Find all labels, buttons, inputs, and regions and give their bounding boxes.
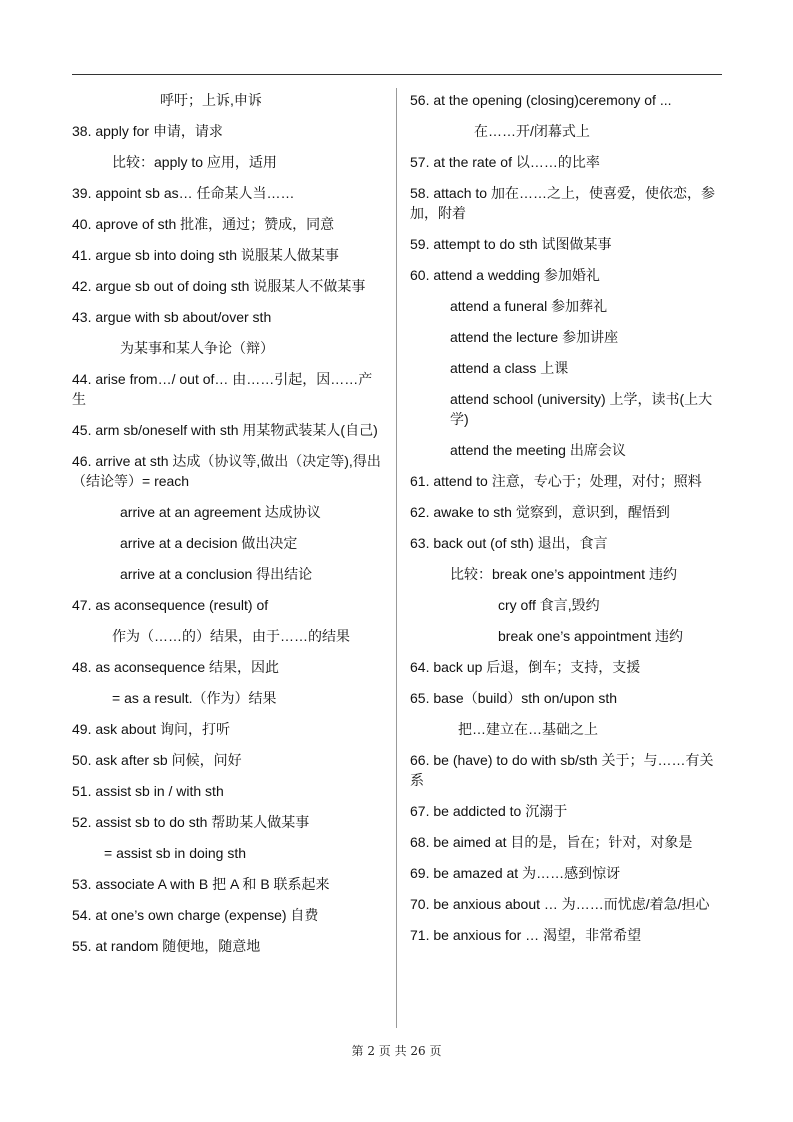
right-column: [410, 90, 722, 956]
vocab-entry: 41. argue sb into doing sth 说服某人做某事: [72, 247, 339, 263]
vocab-entry: 66. be (have) to do with sb/sth 关于；与……有关系: [410, 752, 714, 788]
vocab-entry: 40. aprove of sth 批准，通过；赞成，同意: [72, 216, 335, 232]
vocab-entry: 70. be anxious about … 为……而忧虑/着急/担心: [410, 896, 710, 912]
vocab-entry: 68. be aimed at 目的是，旨在；针对，对象是: [410, 834, 693, 850]
vocab-entry: 67. be addicted to 沉溺于: [410, 803, 568, 819]
vocab-entry: 64. back up 后退，倒车；支持，支援: [410, 659, 641, 675]
vocab-entry: 47. as aconsequence (result) of: [72, 597, 269, 613]
vocab-entry: 53. associate A with B 把 A 和 B 联系起来: [72, 876, 330, 892]
vocab-entry: 38. apply for 申请，请求: [72, 123, 223, 139]
vocab-entry: 69. be amazed at 为……感到惊讶: [410, 865, 621, 881]
vocab-entry: 39. appoint sb as… 任命某人当……: [72, 185, 295, 201]
vocab-entry: 62. awake to sth 觉察到，意识到，醒悟到: [410, 504, 670, 520]
vocab-entry: attend the meeting 出席会议: [450, 442, 626, 458]
vocab-entry: 71. be anxious for … 渴望，非常希望: [410, 927, 642, 943]
vocab-entry: 52. assist sb to do sth 帮助某人做某事: [72, 814, 310, 830]
vocab-entry: 51. assist sb in / with sth: [72, 783, 224, 799]
vocab-entry: 42. argue sb out of doing sth 说服某人不做某事: [72, 278, 366, 294]
vocab-entry: 为某事和某人争论（辩）: [120, 340, 274, 356]
vocab-entry: = assist sb in doing sth: [104, 845, 247, 861]
vocab-entry: 45. arm sb/oneself with sth 用某物武装某人(自己): [72, 422, 378, 438]
vocab-entry: attend a funeral 参加葬礼: [450, 298, 608, 314]
vocab-entry: arrive at a decision 做出决定: [120, 535, 298, 551]
vocab-entry: attend the lecture 参加讲座: [450, 329, 619, 345]
vocab-entry: 50. ask after sb 问候，问好: [72, 752, 242, 768]
vocab-entry: break one’s appointment 违约: [498, 628, 683, 644]
header-rule: [72, 74, 722, 75]
vocab-entry: 作为（……的）结果，由于……的结果: [112, 628, 350, 644]
vocab-entry: 48. as aconsequence 结果，因此: [72, 659, 279, 675]
vocab-entry: 把…建立在…基础之上: [458, 721, 598, 737]
vocab-entry: = as a result.（作为）结果: [112, 690, 277, 706]
vocab-entry: 在……开/闭幕式上: [474, 123, 590, 139]
left-column: [72, 90, 384, 967]
vocab-entry: 63. back out (of sth) 退出，食言: [410, 535, 608, 551]
vocab-entry: 59. attempt to do sth 试图做某事: [410, 236, 612, 252]
vocab-entry: 呼吁；上诉,申诉: [160, 92, 262, 108]
vocab-entry: arrive at a conclusion 得出结论: [120, 566, 313, 582]
vocab-entry: 比较：break one’s appointment 违约: [450, 566, 677, 582]
vocab-entry: 56. at the opening (closing)ceremony of ...: [410, 92, 672, 108]
vocab-entry: 比较：apply to 应用，适用: [112, 154, 277, 170]
vocab-entry: 58. attach to 加在……之上，使喜爱，使依恋，参加，附着: [410, 185, 715, 221]
vocab-entry: 43. argue with sb about/over sth: [72, 309, 272, 325]
vocab-entry: attend school (university) 上学，读书(上大学): [450, 391, 713, 427]
vocab-entry: 61. attend to 注意，专心于；处理，对付；照料: [410, 473, 702, 489]
vocab-entry: 55. at random 随便地，随意地: [72, 938, 261, 954]
column-divider: [396, 88, 397, 1028]
vocab-entry: arrive at an agreement 达成协议: [120, 504, 321, 520]
page-footer: 第 2 页 共 26 页: [351, 1044, 442, 1058]
vocab-entry: 65. base（build）sth on/upon sth: [410, 690, 618, 706]
vocab-entry: 54. at one’s own charge (expense) 自费: [72, 907, 319, 923]
vocab-entry: attend a class 上课: [450, 360, 569, 376]
vocab-entry: 60. attend a wedding 参加婚礼: [410, 267, 600, 283]
vocab-entry: 46. arrive at sth 达成（协议等,做出（决定等),得出（结论等）= reach: [72, 453, 381, 489]
vocab-entry: 57. at the rate of 以……的比率: [410, 154, 600, 170]
vocab-entry: 49. ask about 询问，打听: [72, 721, 230, 737]
vocab-entry: 44. arise from…/ out of… 由……引起，因……产生: [72, 371, 373, 407]
vocab-entry: cry off 食言,毁约: [498, 597, 600, 613]
